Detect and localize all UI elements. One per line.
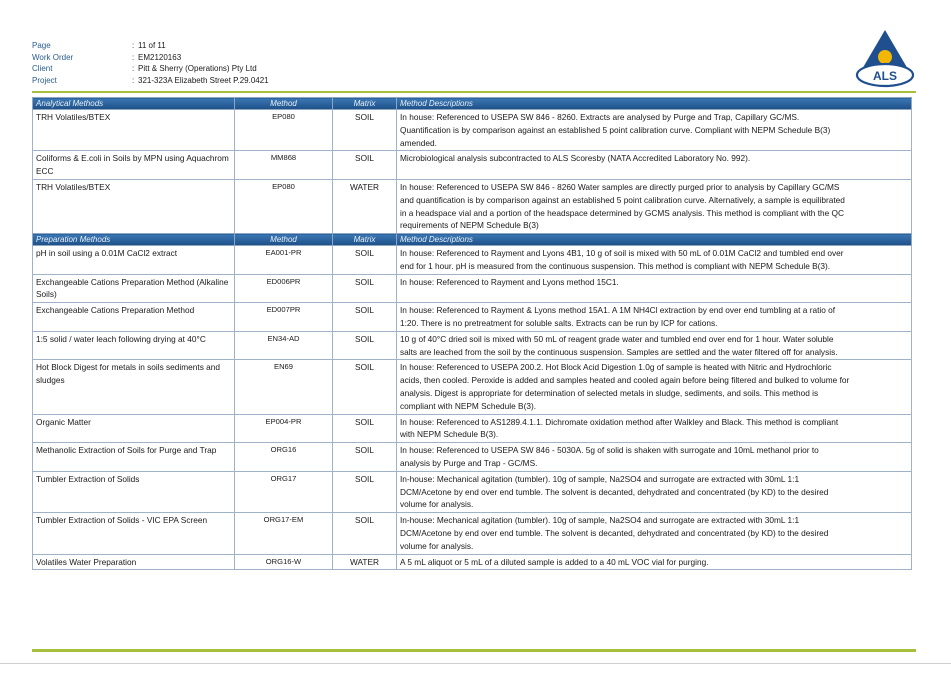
work-order-value: EM2120163 <box>138 52 182 62</box>
method-code-cell: ORG16-W <box>235 554 333 570</box>
method-name-cell: pH in soil using a 0.01M CaCl2 extract <box>33 246 235 275</box>
table-row <box>33 513 912 554</box>
method-code-cell: EP080 <box>235 179 333 233</box>
matrix-cell: SOIL <box>333 513 397 554</box>
matrix-cell: SOIL <box>333 303 397 332</box>
method-description-cell: A 5 mL aliquot or 5 mL of a diluted sample is added to a 40 mL VOC vial for purging. <box>397 554 912 570</box>
method-code-cell: ORG17 <box>235 471 333 512</box>
method-code-cell: ED006PR <box>235 274 333 303</box>
method-code-cell: EP080 <box>235 110 333 151</box>
method-code-cell: EP004-PR <box>235 414 333 443</box>
meta-project-row <box>32 75 269 87</box>
preparation-methods-table <box>32 233 912 570</box>
matrix-cell: WATER <box>333 179 397 233</box>
method-code-cell: ORG16 <box>235 443 333 472</box>
matrix-cell: SOIL <box>333 443 397 472</box>
matrix-cell: SOIL <box>333 414 397 443</box>
table-row <box>33 303 912 332</box>
page-label: Page <box>32 41 51 50</box>
logo-text: ALS <box>873 69 897 83</box>
matrix-cell: SOIL <box>333 471 397 512</box>
page-value: 11 of 11 <box>138 41 166 50</box>
method-description-cell: In house: Referenced to USEPA SW 846 - 8260 Water samples are directly purged prior to analysis by Capillary GC/MS and quantification is by comparison against an established 5 point calibration curve. Alternatively, a sample is equilibrated in a headspace vial and a portion of the headspace determined by GCMS analysis. This method is compliant with the QC requirements of NEPM Schedule B(3) <box>397 179 912 233</box>
table-row <box>33 246 912 275</box>
matrix-cell: SOIL <box>333 246 397 275</box>
meta-separator: : <box>132 41 135 50</box>
matrix-cell: SOIL <box>333 331 397 360</box>
method-name-cell: Coliforms & E.coli in Soils by MPN using Aquachrom ECC <box>33 151 235 180</box>
footer-divider <box>32 649 916 652</box>
method-name-cell: Methanolic Extraction of Soils for Purge and Trap <box>33 443 235 472</box>
header-method: Method <box>235 98 333 110</box>
project-label: Project <box>32 75 57 85</box>
method-name-cell: Tumbler Extraction of Solids - VIC EPA Screen <box>33 513 235 554</box>
als-logo <box>854 28 916 88</box>
method-code-cell: ORG17-EM <box>235 513 333 554</box>
client-value: Pitt & Sherry (Operations) Pty Ltd <box>138 64 257 74</box>
header-preparation-methods: Preparation Methods <box>33 234 235 246</box>
method-name-cell: Hot Block Digest for metals in soils sediments and sludges <box>33 360 235 414</box>
method-description-cell: In house: Referenced to USEPA SW 846 - 8260. Extracts are analysed by Purge and Trap, Capillary GC/MS. Quantification is by comparison against an established 5 point calibration curve. Compliant with NEPM Schedule B(3) amended. <box>397 110 912 151</box>
method-name-cell: 1:5 solid / water leach following drying at 40°C <box>33 331 235 360</box>
method-code-cell: ED007PR <box>235 303 333 332</box>
client-label: Client <box>32 64 53 74</box>
table-row <box>33 151 912 180</box>
header-analytical-methods: Analytical Methods <box>33 98 235 110</box>
method-description-cell: Microbiological analysis subcontracted to ALS Scoresby (NATA Accredited Laboratory No. 992). <box>397 151 912 180</box>
method-code-cell: EN69 <box>235 360 333 414</box>
meta-work-order-row <box>32 52 269 64</box>
preparation-methods-body <box>33 246 912 570</box>
table-row <box>33 360 912 414</box>
matrix-cell: SOIL <box>333 151 397 180</box>
table-header-row <box>33 234 912 246</box>
project-value: 321-323A Elizabeth Street P.29.0421 <box>138 75 269 85</box>
method-name-cell: Organic Matter <box>33 414 235 443</box>
header-matrix: Matrix <box>333 98 397 110</box>
method-code-cell: EN34-AD <box>235 331 333 360</box>
table-row <box>33 110 912 151</box>
table-row <box>33 274 912 303</box>
method-description-cell: 10 g of 40°C dried soil is mixed with 50 mL of reagent grade water and tumbled end over end for 1 hour. Water soluble salts are leached from the soil by the continuous suspension. Samples are settled and the water filtered off for analysis. <box>397 331 912 360</box>
matrix-cell: SOIL <box>333 274 397 303</box>
method-name-cell: Tumbler Extraction of Solids <box>33 471 235 512</box>
table-row <box>33 414 912 443</box>
matrix-cell: SOIL <box>333 110 397 151</box>
work-order-label: Work Order <box>32 52 74 62</box>
method-code-cell: EA001-PR <box>235 246 333 275</box>
table-header-row <box>33 98 912 110</box>
method-description-cell: In house: Referenced to Rayment and Lyons method 15C1. <box>397 274 912 303</box>
table-row <box>33 443 912 472</box>
method-name-cell: Exchangeable Cations Preparation Method <box>33 303 235 332</box>
meta-separator: : <box>132 75 135 85</box>
method-description-cell: In-house: Mechanical agitation (tumbler). 10g of sample, Na2SO4 and surrogate are extracted with 30mL 1:1 DCM/Acetone by end over end tumble. The solvent is decanted, dehydrated and concentrated (by KD) to the desired volume for analysis. <box>397 513 912 554</box>
header-divider <box>32 91 916 93</box>
header-method: Method <box>235 234 333 246</box>
meta-separator: : <box>132 64 135 74</box>
meta-client-row <box>32 63 269 75</box>
method-description-cell: In house: Referenced to Rayment and Lyons 4B1, 10 g of soil is mixed with 50 mL of 0.01M CaCl2 and tumbled end over end for 1 hour. pH is measured from the continuous suspension. This method is compliant with NEPM Schedule B(3). <box>397 246 912 275</box>
matrix-cell: WATER <box>333 554 397 570</box>
header-matrix: Matrix <box>333 234 397 246</box>
table-row <box>33 471 912 512</box>
method-description-cell: In-house: Mechanical agitation (tumbler). 10g of sample, Na2SO4 and surrogate are extracted with 30mL 1:1 DCM/Acetone by end over end tumble. The solvent is decanted, dehydrated and concentrated (by KD) to the desired volume for analysis. <box>397 471 912 512</box>
method-name-cell: TRH Volatiles/BTEX <box>33 110 235 151</box>
method-name-cell: TRH Volatiles/BTEX <box>33 179 235 233</box>
page-edge-line <box>0 663 951 664</box>
analytical-methods-body <box>33 110 912 234</box>
method-name-cell: Volatiles Water Preparation <box>33 554 235 570</box>
table-row <box>33 554 912 570</box>
analytical-methods-table <box>32 97 912 234</box>
method-description-cell: In house: Referenced to USEPA 200.2. Hot Block Acid Digestion 1.0g of sample is heated with Nitric and Hydrochloric acids, then cooled. Peroxide is added and samples heated and cooled again before being filtered and bulked to volume for analysis. Digest is appropriate for determination of selected metals in sludge, sediments, and soils. This method is compliant with NEPM Schedule B(3). <box>397 360 912 414</box>
header-method-descriptions: Method Descriptions <box>397 234 912 246</box>
matrix-cell: SOIL <box>333 360 397 414</box>
method-description-cell: In house: Referenced to USEPA SW 846 - 5030A. 5g of solid is shaken with surrogate and 10mL methanol prior to analysis by Purge and Trap - GC/MS. <box>397 443 912 472</box>
method-name-cell: Exchangeable Cations Preparation Method (Alkaline Soils) <box>33 274 235 303</box>
table-row <box>33 331 912 360</box>
meta-page-row <box>32 40 269 52</box>
method-description-cell: In house: Referenced to AS1289.4.1.1. Dichromate oxidation method after Walkley and Black. This method is compliant with NEPM Schedule B(3). <box>397 414 912 443</box>
meta-separator: : <box>132 52 135 62</box>
table-row <box>33 179 912 233</box>
method-description-cell: In house: Referenced to Rayment & Lyons method 15A1. A 1M NH4Cl extraction by end over end tumbling at a ratio of 1:20. There is no pretreatment for soluble salts. Extracts can be run by ICP for cations. <box>397 303 912 332</box>
header-method-descriptions: Method Descriptions <box>397 98 912 110</box>
method-code-cell: MM868 <box>235 151 333 180</box>
report-meta <box>32 40 269 86</box>
